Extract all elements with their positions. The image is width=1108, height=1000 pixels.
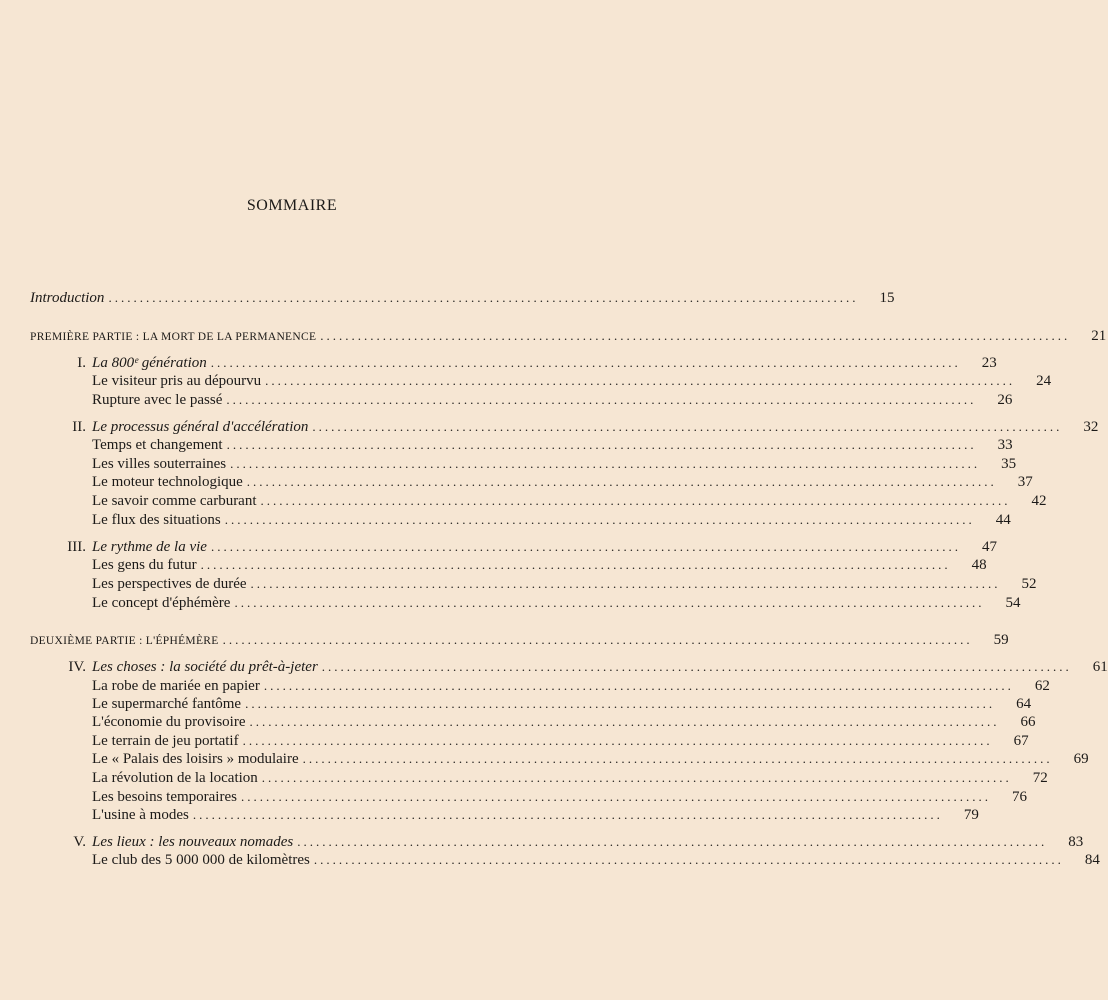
toc-entry [30, 770, 1048, 789]
entry-title: Le savoir comme carburant [92, 493, 257, 509]
toc-entry [30, 355, 997, 374]
page-number: 84 [1084, 852, 1100, 868]
entry-title: L'usine à modes [92, 807, 189, 823]
page-number: 47 [981, 539, 997, 555]
leader-dots: ........................................................................................................................ [313, 852, 1064, 867]
toc-entry [30, 290, 895, 309]
leader-dots: ........................................................................................................................ [192, 807, 943, 822]
page-number: 48 [971, 557, 987, 573]
leader-dots: ........................................................................................................................ [210, 539, 961, 554]
entry-title: Introduction [30, 290, 105, 306]
entry-title: DEUXIÈME PARTIE : L'ÉPHÉMÈRE [30, 635, 219, 647]
leader-dots: ........................................................................................................................ [260, 493, 1011, 508]
entry-title: La robe de mariée en papier [92, 678, 260, 694]
page-number: 37 [1017, 474, 1033, 490]
leader-dots: ........................................................................................................................ [222, 632, 973, 647]
page-number: 64 [1016, 696, 1032, 712]
toc-entry [30, 437, 1013, 456]
entry-title: Le terrain de jeu portatif [92, 733, 239, 749]
page-number: 83 [1068, 834, 1084, 850]
leader-dots: ........................................................................................................................ [297, 834, 1048, 849]
page-title: SOMMAIRE [246, 197, 338, 214]
entry-title: Temps et changement [92, 437, 223, 453]
leader-dots: ........................................................................................................................ [249, 714, 1000, 729]
entry-title: Le flux des situations [92, 512, 221, 528]
toc-entry [30, 789, 1027, 808]
toc-entry [30, 751, 1089, 770]
leader-dots: ........................................................................................................................ [226, 392, 977, 407]
page-number: 32 [1083, 419, 1099, 435]
page-number: 26 [997, 392, 1013, 408]
page-number: 21 [1091, 328, 1107, 344]
page-number: 15 [879, 290, 895, 306]
page-number: 76 [1011, 789, 1027, 805]
leader-dots: ........................................................................................................................ [246, 474, 997, 489]
page-number: 52 [1021, 576, 1037, 592]
leader-dots: ........................................................................................................................ [242, 733, 993, 748]
toc-entry [30, 595, 1021, 614]
leader-dots: ........................................................................................................................ [226, 437, 977, 452]
entry-title: Le « Palais des loisirs » modulaire [92, 751, 299, 767]
toc-entry [30, 834, 1084, 853]
page-number: 61 [1092, 659, 1108, 675]
entry-title: Le processus général d'accélération [92, 419, 309, 435]
leader-dots: ........................................................................................................................ [234, 595, 985, 610]
entry-title: Le supermarché fantôme [92, 696, 242, 712]
toc-entry [30, 576, 1037, 595]
leader-dots: ........................................................................................................................ [302, 751, 1053, 766]
entry-title: Les gens du futur [92, 557, 197, 573]
leader-dots: ........................................................................................................................ [108, 290, 859, 305]
entry-title: Les lieux : les nouveaux nomades [92, 834, 294, 850]
leader-dots: ........................................................................................................................ [250, 576, 1001, 591]
toc-entry [30, 512, 1011, 531]
leader-dots: ........................................................................................................................ [265, 373, 1016, 388]
chapter-number: IV. [68, 659, 86, 675]
chapter-number: II. [72, 419, 86, 435]
leader-dots: ........................................................................................................................ [312, 419, 1063, 434]
chapter-number: III. [67, 539, 86, 555]
page-number: 62 [1034, 678, 1050, 694]
entry-title: Les villes souterraines [92, 456, 227, 472]
leader-dots: ........................................................................................................................ [240, 789, 991, 804]
toc-entry [30, 807, 979, 826]
toc-entry [30, 557, 987, 576]
chapter-number: I. [77, 355, 86, 371]
chapter-number: V. [73, 834, 86, 850]
toc-entry [30, 474, 1033, 493]
page-number: 23 [981, 355, 997, 371]
toc-entry [30, 493, 1047, 512]
entry-title: PREMIÈRE PARTIE : LA MORT DE LA PERMANENCE [30, 331, 317, 343]
leader-dots: ........................................................................................................................ [321, 659, 1072, 674]
toc-entry [30, 678, 1050, 697]
toc-entry [30, 539, 997, 558]
page-number: 42 [1031, 493, 1047, 509]
leader-dots: ........................................................................................................................ [200, 557, 951, 572]
entry-title: Le moteur technologique [92, 474, 243, 490]
entry-title: Les choses : la société du prêt-à-jeter [92, 659, 318, 675]
entry-title: Le rythme de la vie [92, 539, 207, 555]
entry-title: La 800ᵉ génération [92, 355, 207, 371]
entry-title: Le club des 5 000 000 de kilomètres [92, 852, 310, 868]
entry-title: Les perspectives de durée [92, 576, 247, 592]
page-number: 72 [1032, 770, 1048, 786]
leader-dots: ........................................................................................................................ [261, 770, 1012, 785]
leader-dots: ........................................................................................................................ [230, 456, 981, 471]
entry-title: Le concept d'éphémère [92, 595, 231, 611]
page-number: 79 [963, 807, 979, 823]
entry-title: Rupture avec le passé [92, 392, 223, 408]
leader-dots: ........................................................................................................................ [320, 328, 1071, 343]
entry-title: L'économie du provisoire [92, 714, 246, 730]
page-number: 66 [1020, 714, 1036, 730]
entry-title: Les besoins temporaires [92, 789, 237, 805]
page-number: 69 [1073, 751, 1089, 767]
entry-title: Le visiteur pris au dépourvu [92, 373, 262, 389]
page-number: 54 [1005, 595, 1021, 611]
toc-entry [30, 696, 1032, 715]
toc-entry [30, 632, 1009, 651]
page-number: 35 [1001, 456, 1017, 472]
page-number: 67 [1013, 733, 1029, 749]
leader-dots: ........................................................................................................................ [224, 512, 975, 527]
leader-dots: ........................................................................................................................ [245, 696, 996, 711]
entry-title: La révolution de la location [92, 770, 258, 786]
page-number: 33 [997, 437, 1013, 453]
leader-dots: ........................................................................................................................ [210, 355, 961, 370]
toc-entry [30, 419, 1099, 438]
page-number: 59 [993, 632, 1009, 648]
toc-entry [30, 659, 1108, 678]
toc-entry [30, 392, 1013, 411]
page-number: 24 [1036, 373, 1052, 389]
toc-entry [30, 714, 1036, 733]
page-number: 44 [995, 512, 1011, 528]
toc-entry [30, 456, 1017, 475]
toc-entry [30, 733, 1029, 752]
leader-dots: ........................................................................................................................ [263, 678, 1014, 693]
toc-entry [30, 373, 1052, 392]
toc-entry [30, 852, 1100, 871]
toc-entry [30, 328, 1107, 347]
